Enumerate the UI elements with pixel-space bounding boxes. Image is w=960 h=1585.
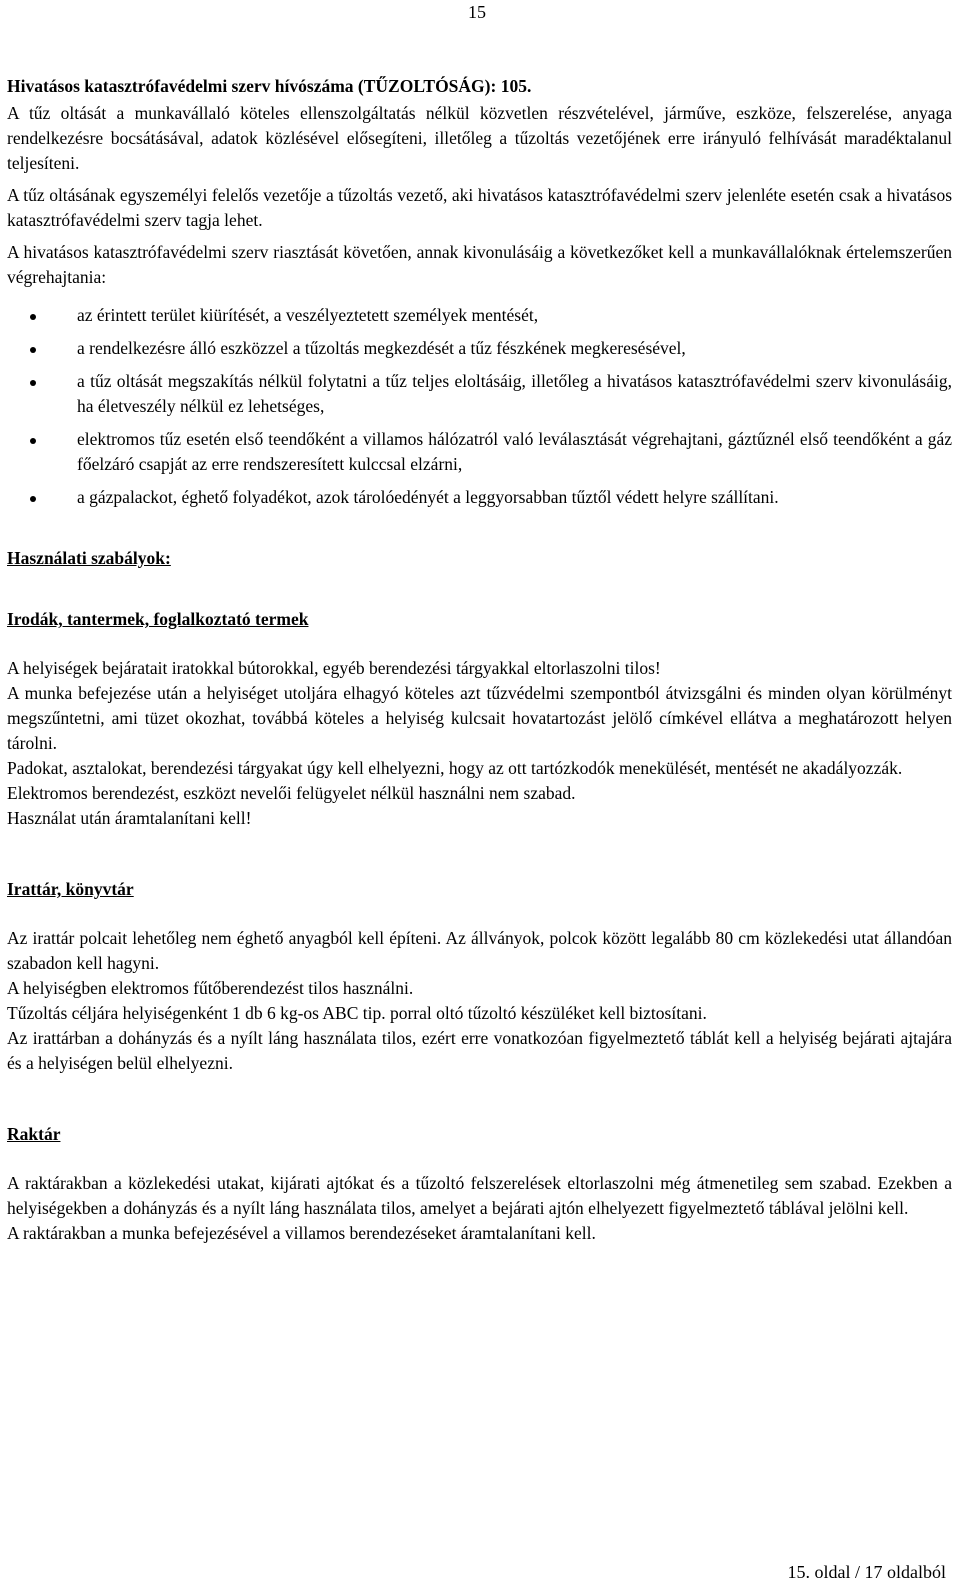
page-footer: 15. oldal / 17 oldalból xyxy=(787,1562,946,1582)
bullet-icon xyxy=(30,347,36,353)
paragraph-leader: A tűz oltásának egyszemélyi felelős vezetője a tűzoltás vezető, aki hivatásos katasztrófavédelmi szerv jelenléte esetén csak a hivatásos katasztrófavédelmi szerv tagja lehet. xyxy=(7,185,952,230)
storage-line: A raktárakban a munka befejezésével a villamos berendezéseket áramtalanítani kell. xyxy=(7,1223,596,1243)
bullet-icon xyxy=(30,314,36,320)
emergency-number-heading: Hivatásos katasztrófavédelmi szerv hívószáma (TŰZOLTÓSÁG): 105. xyxy=(7,76,532,96)
list-item: a rendelkezésre álló eszközzel a tűzoltás megkezdését a tűz fészkének megkeresésével, xyxy=(7,336,952,361)
storage-section xyxy=(7,1171,952,1246)
bullet-icon xyxy=(30,496,36,502)
bullet-icon xyxy=(30,438,36,444)
archive-line: A helyiségben elektromos fűtőberendezést tilos használni. xyxy=(7,978,414,998)
offices-title: Irodák, tantermek, foglalkoztató termek xyxy=(7,609,309,629)
list-item: a gázpalackot, éghető folyadékot, azok tárolóedényét a leggyorsabban tűztől védett helyre szállítani. xyxy=(7,485,952,510)
page-number: 15 xyxy=(468,2,486,22)
paragraph-duties: A hivatásos katasztrófavédelmi szerv riasztását követően, annak kivonulásáig a következőket kell a munkavállalóknak értelemszerűen végrehajtania: xyxy=(7,242,952,287)
paragraph-obligation: A tűz oltását a munkavállaló köteles ellenszolgáltatás nélkül közvetlen részvételével, járműve, eszköze, felszerelése, anyaga rendelkezésre bocsátásával, adatok közlésével elősegíteni, illetőleg a tűzoltás vezetőjének erre irányuló felhívását maradéktalanul teljesíteni. xyxy=(7,103,952,173)
offices-line: Padokat, asztalokat, berendezési tárgyakat úgy kell elhelyezni, hogy az ott tartózkodók menekülését, mentését ne akadályozzák. xyxy=(7,758,903,778)
archive-section xyxy=(7,926,952,1076)
offices-section xyxy=(7,656,952,831)
archive-line: Az irattárban a dohányzás és a nyílt láng használata tilos, ezért erre vonatkozóan figyelmeztető táblát kell a helyiség bejárati ajtajára és a helyiségen belül elhelyezni. xyxy=(7,1028,952,1073)
offices-line: A munka befejezése után a helyiséget utoljára elhagyó köteles azt tűzvédelmi szempontból átvizsgálni és minden olyan körülményt megszűntetni, ami tüzet okozhat, továbbá köteles a helyiség kulcsait hovatartozást jelölő címkével ellátva a meghatározott helyen tárolni. xyxy=(7,683,952,753)
archive-line: Az irattár polcait lehetőleg nem éghető anyagból kell építeni. Az állványok, polcok között legalább 80 cm közlekedési utat állandóan szabadon kell hagyni. xyxy=(7,928,952,973)
list-item: elektromos tűz esetén első teendőként a villamos hálózatról való leválasztását végrehajtani, gáztűznél első teendőként a gáz főelzáró csapját az erre rendszeresített kulccsal elzárni, xyxy=(7,427,952,477)
archive-line: Tűzoltás céljára helyiségenként 1 db 6 kg-os ABC tip. porral oltó tűzoltó készüléket kell biztosítani. xyxy=(7,1003,707,1023)
duties-list xyxy=(7,303,952,510)
list-item: a tűz oltását megszakítás nélkül folytatni a tűz teljes eloltásáig, illetőleg a hivatásos katasztrófavédelmi szerv kivonulásáig, ha életveszély nélkül ez lehetséges, xyxy=(7,369,952,419)
storage-title: Raktár xyxy=(7,1124,61,1144)
bullet-icon xyxy=(30,380,36,386)
offices-line: A helyiségek bejáratait iratokkal bútorokkal, egyéb berendezési tárgyakkal eltorlaszolni tilos! xyxy=(7,658,661,678)
archive-title: Irattár, könyvtár xyxy=(7,879,134,899)
offices-line: Használat után áramtalanítani kell! xyxy=(7,808,252,828)
storage-line: A raktárakban a közlekedési utakat, kijárati ajtókat és a tűzoltó felszerelések eltorlaszolni még átmenetileg sem szabad. Ezekben a helyiségekben a dohányzás és a nyílt láng használata tilos, amelyet a bejárati ajtón elhelyezett figyelmeztető táblával jelölni kell. xyxy=(7,1173,952,1218)
rules-title: Használati szabályok: xyxy=(7,548,171,568)
document-body xyxy=(7,74,952,1246)
offices-line: Elektromos berendezést, eszközt nevelői felügyelet nélkül használni nem szabad. xyxy=(7,783,576,803)
list-item: az érintett terület kiürítését, a veszélyeztetett személyek mentését, xyxy=(7,303,952,328)
